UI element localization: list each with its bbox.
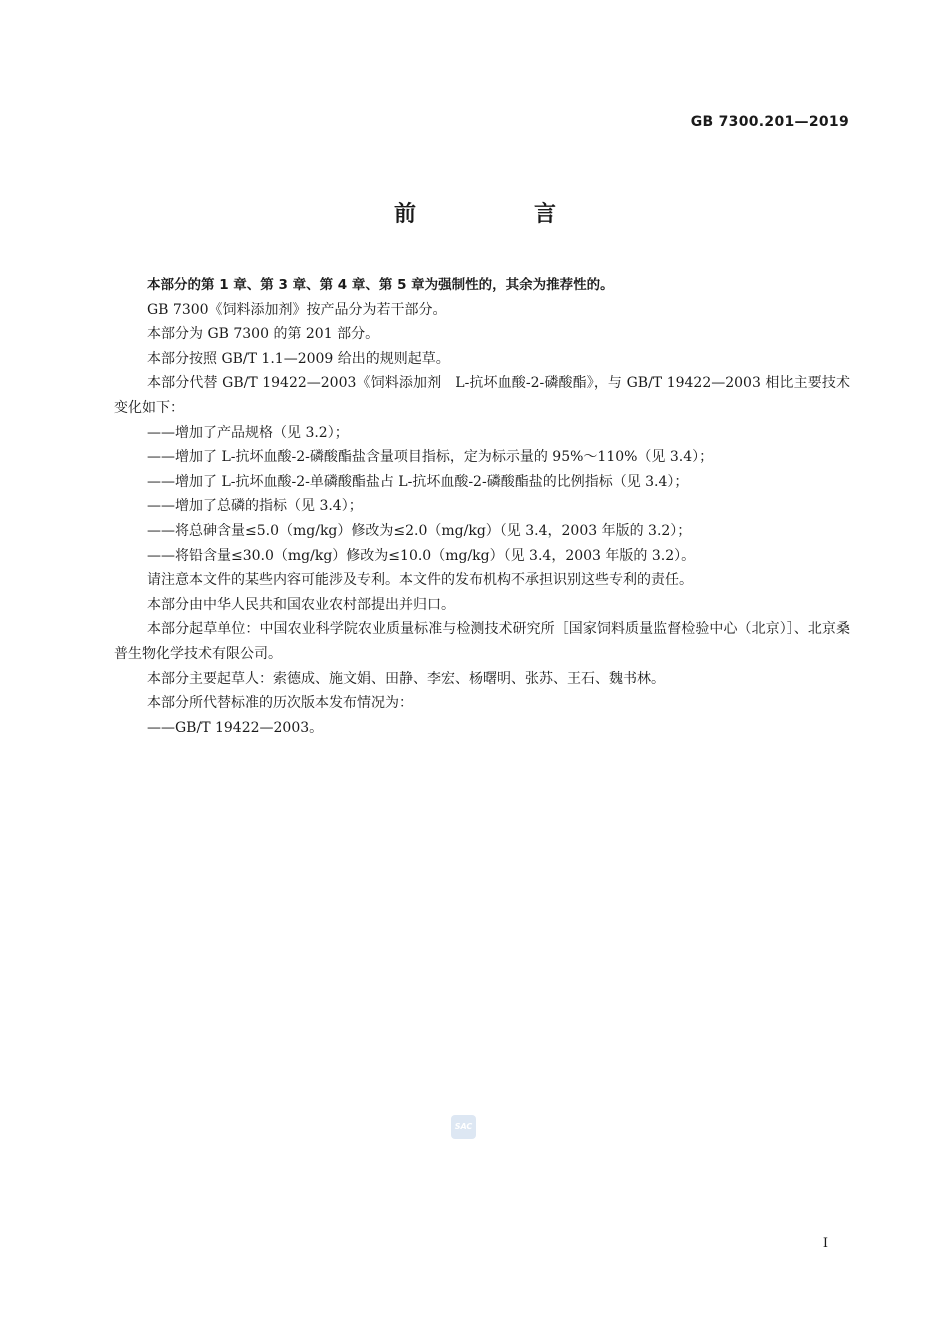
standard-code: GB 7300.201—2019 [690, 114, 849, 130]
change-item: ——增加了 L-抗坏血酸-2-单磷酸酯盐占 L-抗坏血酸-2-磷酸酯盐的比例指标（见 3.4）； [147, 473, 689, 490]
paragraph: 本部分为 GB 7300 的第 201 部分。 [147, 326, 380, 343]
mandatory-statement: 本部分的第 1 章、第 3 章、第 4 章、第 5 章为强制性的，其余为推荐性的。 [147, 277, 614, 293]
paragraph: 本部分按照 GB/T 1.1—2009 给出的规则起草。 [147, 350, 450, 367]
change-item: ——增加了总磷的指标（见 3.4）； [147, 498, 363, 515]
paragraph: 请注意本文件的某些内容可能涉及专利。本文件的发布机构不承担识别这些专利的责任。 [147, 572, 693, 589]
paragraph: 本部分由中华人民共和国农业农村部提出并归口。 [147, 596, 455, 613]
foreword-body [114, 273, 850, 740]
paragraph: 本部分代替 GB/T 19422—2003《饲料添加剂 L-抗坏血酸-2-磷酸酯》，与 GB/T 19422—2003 相比主要技术变化如下： [114, 375, 850, 416]
change-item: ——将铅含量≤30.0（mg/kg）修改为≤10.0（mg/kg）（见 3.4，2003 年版的 3.2）。 [147, 547, 696, 564]
paragraph: 本部分主要起草人：索德成、施文娟、田静、李宏、杨曙明、张苏、王石、魏书林。 [147, 670, 665, 687]
change-item: ——将总砷含量≤5.0（mg/kg）修改为≤2.0（mg/kg）（见 3.4，2003 年版的 3.2）； [147, 522, 692, 539]
change-item: ——增加了 L-抗坏血酸-2-磷酸酯盐含量项目指标，定为标示量的 95%～110%（见 3.4）； [147, 449, 714, 466]
page-number: I [822, 1236, 828, 1251]
change-item: ——增加了产品规格（见 3.2）； [147, 424, 349, 441]
paragraph: 本部分所代替标准的历次版本发布情况为： [147, 695, 413, 712]
paragraph: 本部分起草单位：中国农业科学院农业质量标准与检测技术研究所［国家饲料质量监督检验中心（北京）］、北京桑普生物化学技术有限公司。 [114, 621, 850, 662]
paragraph: GB 7300《饲料添加剂》按产品分为若干部分。 [147, 301, 447, 318]
sac-watermark-logo: SAC [451, 1115, 476, 1139]
page-title: 前 言 [393, 202, 604, 227]
history-item: ——GB/T 19422—2003。 [147, 719, 324, 736]
